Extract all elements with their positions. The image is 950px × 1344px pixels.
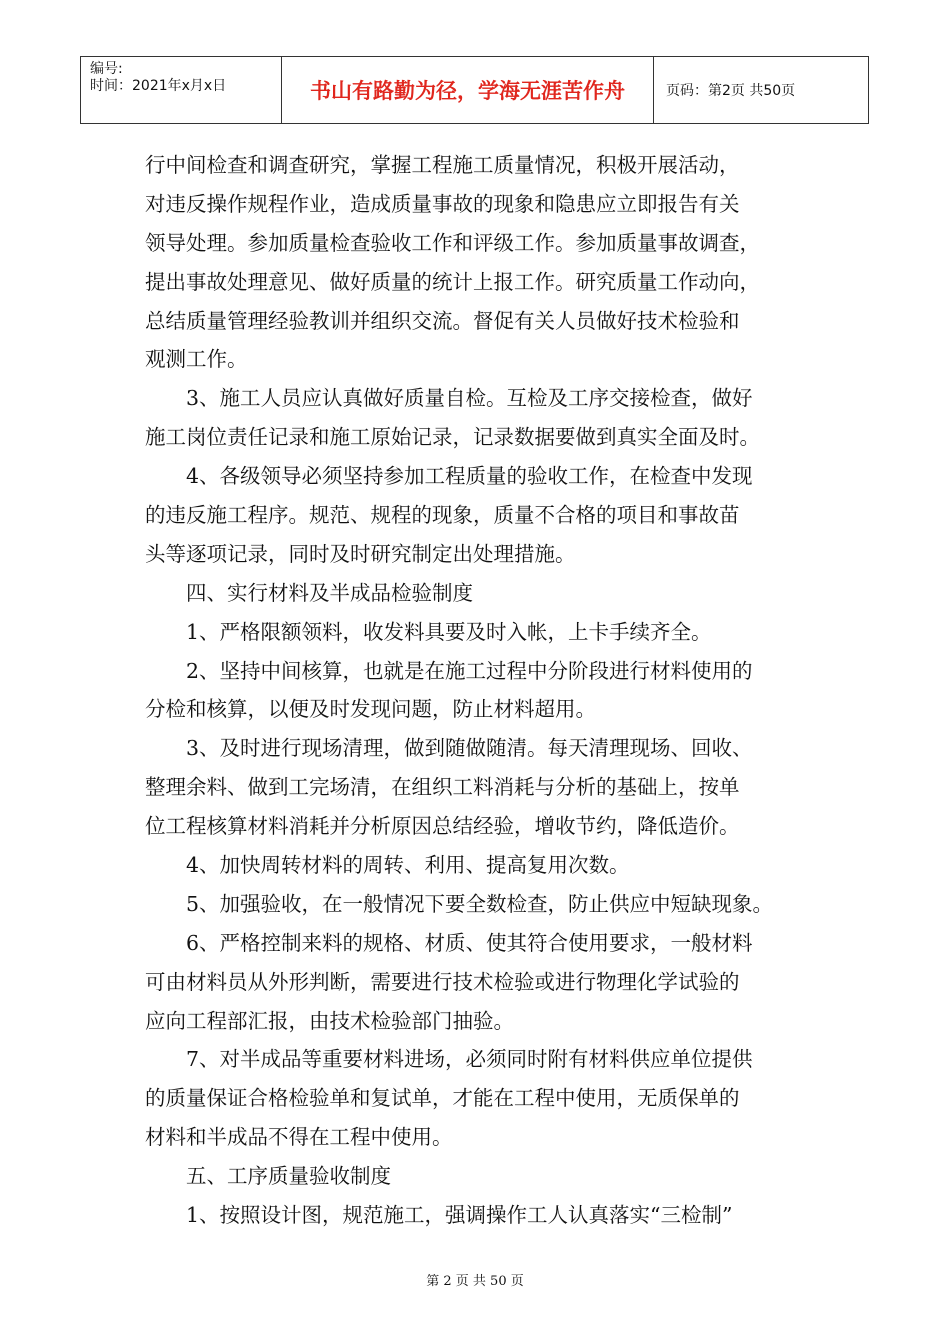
- body-line: 提出事故处理意见、做好质量的统计上报工作。研究质量工作动向，: [145, 269, 760, 294]
- body-line: 6、严格控制来料的规格、材质、使其符合使用要求，一般材料: [186, 930, 753, 955]
- body-line: 整理余料、做到工完场清，在组织工料消耗与分析的基础上，按单: [145, 775, 740, 800]
- body-line: 5、加强验收，在一般情况下要全数检查，防止供应中短缺现象。: [186, 891, 774, 916]
- body-line: 4、加快周转材料的周转、利用、提高复用次数。: [186, 853, 630, 878]
- body-line: 总结质量管理经验教训并组织交流。督促有关人员做好技术检验和: [145, 308, 740, 333]
- body-line: 观测工作。: [145, 347, 248, 372]
- number-label: 编号:: [90, 61, 123, 77]
- body-line: 可由材料员从外形判断，需要进行技术检验或进行物理化学试验的: [145, 969, 740, 994]
- body-line: 4、各级领导必须坚持参加工程质量的验收工作，在检查中发现: [186, 464, 753, 489]
- page-header: [80, 56, 869, 124]
- header-meta-cell: [81, 57, 282, 123]
- body-line: 1、按照设计图，规范施工，强调操作工人认真落实“三检制”: [186, 1203, 733, 1228]
- body-line: 应向工程部汇报，由技术检验部门抽验。: [145, 1008, 514, 1033]
- body-line: 7、对半成品等重要材料进场，必须同时附有材料供应单位提供: [186, 1047, 753, 1072]
- body-line: 领导处理。参加质量检查验收工作和评级工作。参加质量事故调查，: [145, 230, 760, 255]
- body-line: 的违反施工程序。规范、规程的现象，质量不合格的项目和事故苗: [145, 503, 740, 528]
- document-body: [145, 146, 825, 1235]
- body-line: 2、坚持中间核算，也就是在施工过程中分阶段进行材料使用的: [186, 658, 753, 683]
- body-line: 的质量保证合格检验单和复试单，才能在工程中使用，无质保单的: [145, 1086, 740, 1111]
- body-line: 分检和核算，以便及时发现问题，防止材料超用。: [145, 697, 596, 722]
- header-motto: 书山有路勤为径，学海无涯苦作舟: [282, 57, 654, 123]
- page-footer: 第 2 页 共 50 页: [426, 1274, 524, 1289]
- body-line: 材料和半成品不得在工程中使用。: [145, 1125, 453, 1150]
- section-heading: 五、工序质量验收制度: [186, 1164, 391, 1189]
- body-line: 行中间检查和调查研究，掌握工程施工质量情况，积极开展活动，: [145, 153, 740, 177]
- body-line: 位工程核算材料消耗并分析原因总结经验，增收节约，降低造价。: [145, 814, 740, 839]
- body-line: 1、严格限额领料，收发料具要及时入帐，上卡手续齐全。: [186, 619, 712, 644]
- body-line: 头等逐项记录，同时及时研究制定出处理措施。: [145, 541, 576, 566]
- body-line: 施工岗位责任记录和施工原始记录，记录数据要做到真实全面及时。: [145, 425, 760, 450]
- body-line: 对违反操作规程作业，造成质量事故的现象和隐患应立即报告有关: [145, 191, 740, 216]
- time-label: 时间：2021年x月x日: [90, 78, 227, 94]
- section-heading: 四、实行材料及半成品检验制度: [186, 580, 473, 605]
- body-line: 3、施工人员应认真做好质量自检。互检及工序交接检查，做好: [186, 386, 753, 411]
- header-page-info: 页码：第2页 共50页: [666, 83, 796, 99]
- body-line: 3、及时进行现场清理，做到随做随清。每天清理现场、回收、: [186, 736, 753, 761]
